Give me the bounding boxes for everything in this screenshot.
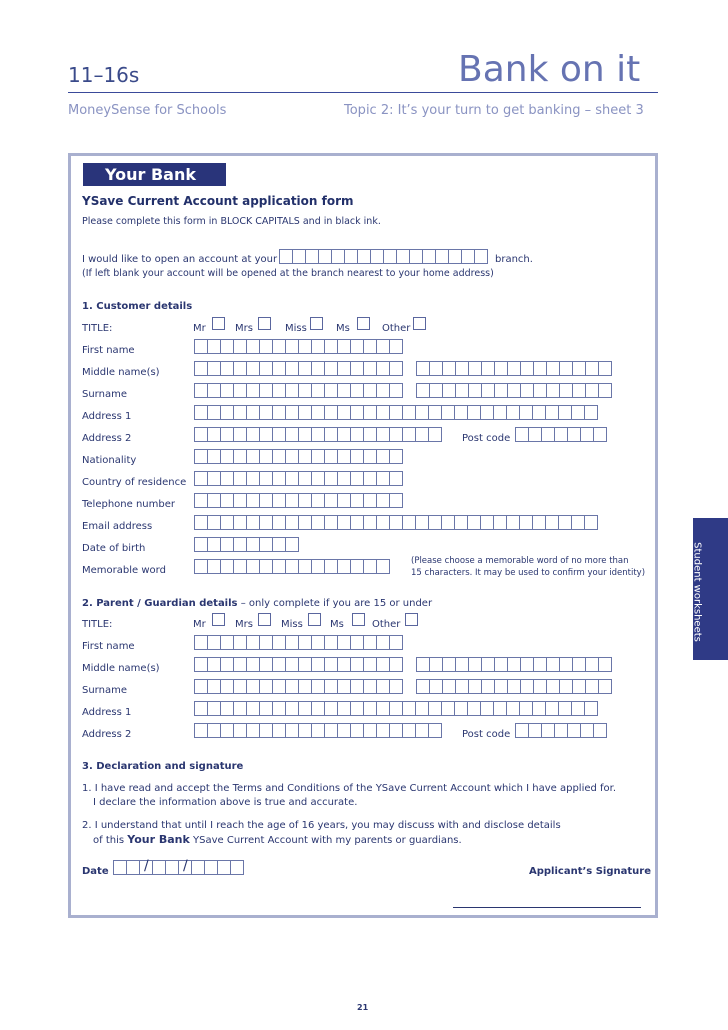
guardian-title-label: TITLE:: [82, 619, 113, 630]
level-label: 11–16s: [68, 63, 140, 87]
title-other: Other: [382, 323, 411, 334]
guardian-title-other-checkbox[interactable]: [405, 613, 418, 626]
guardian-surname-input-2[interactable]: [416, 679, 612, 694]
country-label: Country of residence: [82, 477, 187, 488]
first-name-label: First name: [82, 345, 135, 356]
guardian-address1-input[interactable]: [194, 701, 598, 716]
guardian-middle-name-input-2[interactable]: [416, 657, 612, 672]
guardian-postcode-label: Post code: [462, 729, 511, 740]
declaration-item2-post: YSave Current Account with my parents or guardians.: [193, 835, 462, 846]
title-mrs-checkbox[interactable]: [258, 317, 271, 330]
guardian-first-name-input[interactable]: [194, 635, 403, 650]
title-mrs: Mrs: [235, 323, 253, 334]
title-ms-checkbox[interactable]: [357, 317, 370, 330]
postcode-input[interactable]: [515, 427, 607, 442]
header-divider: [68, 92, 658, 93]
guardian-title-other: Other: [372, 619, 401, 630]
title-label: TITLE:: [82, 323, 113, 334]
email-input[interactable]: [194, 515, 598, 530]
page-title: Bank on it: [458, 49, 641, 90]
guardian-address1-label: Address 1: [82, 707, 132, 718]
date-separator-2: /: [183, 858, 188, 874]
guardian-surname-label: Surname: [82, 685, 127, 696]
declaration-heading: 3. Declaration and signature: [82, 761, 244, 772]
declaration-item1-line1: 1. I have read and accept the Terms and Conditions of the YSave Current Account which I have applied for.: [82, 783, 617, 794]
guardian-title-mr: Mr: [193, 619, 206, 630]
middle-name-label: Middle name(s): [82, 367, 160, 378]
declaration-item2-pre: of this: [93, 835, 125, 846]
side-tab-label: Student worksheets: [691, 542, 703, 642]
guardian-first-name-label: First name: [82, 641, 135, 652]
title-miss: Miss: [285, 323, 307, 334]
title-miss-checkbox[interactable]: [310, 317, 323, 330]
guardian-title-ms-checkbox[interactable]: [352, 613, 365, 626]
guardian-surname-input-1[interactable]: [194, 679, 403, 694]
side-tab: [693, 518, 728, 660]
page-number: 21: [357, 1003, 369, 1012]
branch-note: (If left blank your account will be opened at the branch nearest to your home address): [82, 268, 494, 279]
surname-input-2[interactable]: [416, 383, 612, 398]
surname-input-1[interactable]: [194, 383, 403, 398]
dob-input[interactable]: [194, 537, 299, 552]
telephone-input[interactable]: [194, 493, 403, 508]
middle-name-input-1[interactable]: [194, 361, 403, 376]
guardian-address2-input[interactable]: [194, 723, 442, 738]
declaration-bank-name: Your Bank: [127, 833, 190, 846]
dob-label: Date of birth: [82, 543, 146, 554]
branch-prefix: I would like to open an account at your: [82, 254, 278, 265]
telephone-label: Telephone number: [82, 499, 175, 510]
address2-input[interactable]: [194, 427, 442, 442]
signature-line[interactable]: [453, 907, 641, 908]
series-subtitle: MoneySense for Schools: [68, 103, 227, 118]
guardian-title-miss-checkbox[interactable]: [308, 613, 321, 626]
bank-name-tab: Your Bank: [83, 163, 226, 186]
guardian-middle-name-label: Middle name(s): [82, 663, 160, 674]
title-ms: Ms: [336, 323, 350, 334]
signature-label: Applicant’s Signature: [529, 866, 651, 877]
declaration-item2-line2: [93, 834, 462, 847]
guardian-title-mrs: Mrs: [235, 619, 253, 630]
guardian-title-mrs-checkbox[interactable]: [258, 613, 271, 626]
topic-label: Topic 2: It’s your turn to get banking – sheet 3: [344, 103, 644, 118]
memorable-label: Memorable word: [82, 565, 166, 576]
memorable-note-1: (Please choose a memorable word of no more than: [411, 556, 629, 566]
branch-suffix: branch.: [495, 254, 533, 265]
declaration-item2-line1: 2. I understand that until I reach the age of 16 years, you may discuss with and disclose details: [82, 820, 561, 831]
nationality-label: Nationality: [82, 455, 137, 466]
date-separator-1: /: [144, 858, 149, 874]
address2-label: Address 2: [82, 433, 132, 444]
nationality-input[interactable]: [194, 449, 403, 464]
guardian-title-ms: Ms: [330, 619, 344, 630]
title-mr: Mr: [193, 323, 206, 334]
form-instruction: Please complete this form in BLOCK CAPITALS and in black ink.: [82, 216, 381, 227]
memorable-input[interactable]: [194, 559, 390, 574]
country-input[interactable]: [194, 471, 403, 486]
email-label: Email address: [82, 521, 153, 532]
guardian-postcode-input[interactable]: [515, 723, 607, 738]
middle-name-input-2[interactable]: [416, 361, 612, 376]
address1-input[interactable]: [194, 405, 598, 420]
guardian-address2-label: Address 2: [82, 729, 132, 740]
customer-heading: 1. Customer details: [82, 301, 193, 312]
surname-label: Surname: [82, 389, 127, 400]
form-title: YSave Current Account application form: [82, 194, 354, 208]
date-input[interactable]: [113, 860, 244, 875]
guardian-heading-note: – only complete if you are 15 or under: [240, 598, 433, 609]
date-label: Date: [82, 866, 109, 877]
guardian-heading: 2. Parent / Guardian details: [82, 598, 238, 609]
address1-label: Address 1: [82, 411, 132, 422]
guardian-heading-row: [82, 598, 432, 610]
branch-input[interactable]: [279, 249, 488, 264]
guardian-middle-name-input-1[interactable]: [194, 657, 403, 672]
declaration-item1-line2: I declare the information above is true and accurate.: [93, 797, 358, 808]
title-other-checkbox[interactable]: [413, 317, 426, 330]
title-mr-checkbox[interactable]: [212, 317, 225, 330]
memorable-note-2: 15 characters. It may be used to confirm your identity): [411, 568, 646, 578]
postcode-label: Post code: [462, 433, 511, 444]
guardian-title-miss: Miss: [281, 619, 303, 630]
guardian-title-mr-checkbox[interactable]: [212, 613, 225, 626]
first-name-input[interactable]: [194, 339, 403, 354]
